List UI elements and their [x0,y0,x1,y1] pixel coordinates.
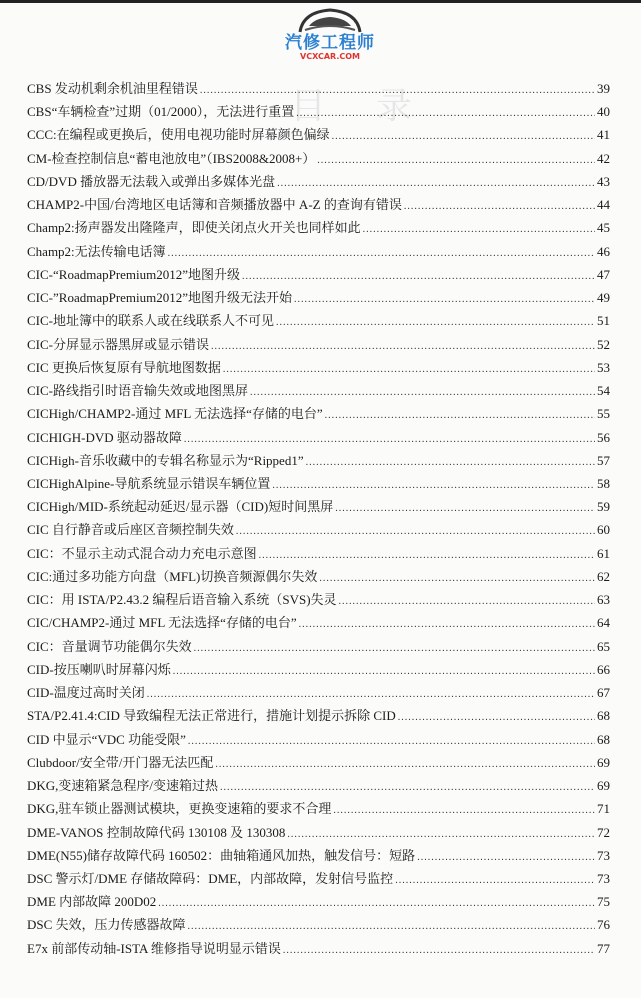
toc-entry [27,380,610,403]
toc-entry-page: 66 [597,661,610,677]
toc-entry-title: CICHighAlpine-导航系统显示错误车辆位置 [27,475,271,491]
dot-leader [250,387,595,398]
toc-entry [27,612,610,635]
dot-leader [272,480,595,491]
toc-entry-title: Clubdoor/安全带/开门器无法匹配 [27,754,214,770]
dot-leader [332,131,595,142]
dot-leader [335,503,595,514]
dot-leader [333,805,595,816]
toc-entry-title: CIC：不显示主动式混合动力充电示意图 [27,545,257,561]
toc-entry [27,938,610,961]
watermark-logo [275,6,385,64]
toc-entry [27,659,610,682]
toc-entry-title: CHAMP2-中国/台湾地区电话簿和音频播放器中 A-Z 的查询有错误 [27,197,402,213]
toc-entry [27,752,610,775]
toc-entry-page: 63 [597,592,610,608]
dot-leader [188,736,595,747]
toc-entry-title: CICHIGH-DVD 驱动器故障 [27,429,182,445]
toc-entry [27,798,610,821]
toc-entry-title: DKG,变速箱紧急程序/变速箱过热 [27,778,219,794]
bleed-through-heading: 目录 [290,86,463,126]
toc-entry-page: 49 [597,290,610,306]
toc-entry [27,148,610,171]
toc-entry-title: CIC 自行静音或后座区音频控制失效 [27,522,234,538]
dot-leader [299,619,595,630]
toc-entry-title: CIC 更换后恢复原有导航地图数据 [27,359,221,375]
toc-entry [27,357,610,380]
dot-leader [277,178,595,189]
toc-entry-page: 61 [597,545,610,561]
toc-entry-page: 60 [597,522,610,538]
toc-entry-title: CIC-地址簿中的联系人或在线联系人不可见 [27,313,275,329]
dot-leader [398,712,595,723]
watermark-site: VCXCAR.COM [300,52,360,61]
toc-entry-page: 69 [597,754,610,770]
toc-entry-title: CM-检查控制信息“蓄电池放电”（IBS2008&2008+） [27,150,316,166]
toc-entry-page: 41 [597,127,610,143]
toc-entry [27,473,610,496]
toc-entry-page: 67 [597,685,610,701]
dot-leader [283,945,595,956]
toc-entry-title: CIC：音量调节功能偶尔失效 [27,638,192,654]
dot-leader [339,596,595,607]
toc-entry-page: 39 [597,81,610,96]
dot-leader [184,434,595,445]
toc-entry-page: 57 [597,452,610,468]
toc-entry [27,682,610,705]
toc-entry [27,217,610,240]
toc-entry [27,310,610,333]
toc-entry-page: 43 [597,173,610,189]
dot-leader [211,341,595,352]
toc-entry-page: 46 [597,243,610,259]
toc-entry-page: 68 [597,731,610,747]
toc-entry-title: CICHigh/MID-系统起动延迟/显示器（CID)短时间黑屏 [27,499,334,515]
dot-leader [168,248,595,259]
dot-leader [200,85,595,96]
dot-leader [194,643,595,654]
toc-entry-page: 42 [597,150,610,166]
toc-entry-title: CIC-“RoadmapPremium2012”地图升级 [27,266,241,282]
toc-entry-page: 58 [597,475,610,491]
dot-leader [296,108,595,119]
toc-entry-page: 45 [597,220,610,236]
toc-entry [27,914,610,937]
toc-entry-page: 40 [597,104,610,120]
toc-entry-page: 77 [597,940,610,956]
toc-entry-page: 69 [597,778,610,794]
toc-entry-title: Champ2:扬声器发出隆隆声，即使关闭点火开关也同样如此 [27,220,361,236]
toc-entry-title: Champ2:无法传输电话簿 [27,243,166,259]
toc-entry-page: 68 [597,708,610,724]
toc-entry-page: 59 [597,499,610,515]
toc-entry [27,566,610,589]
toc-entry-title: DME-VANOS 控制故障代码 130108 及 130308 [27,824,286,840]
dot-leader [404,201,595,212]
toc-entry [27,496,610,519]
toc-entry-title: CID-温度过高时关闭 [27,685,145,701]
toc-entry-title: DSC 失效，压力传感器故障 [27,917,186,933]
toc-entry-title: CIC:通过多功能方向盘（MFL)切换音频源偶尔失效 [27,568,318,584]
toc-entry-title: CID 中显示“VDC 功能受限” [27,731,186,747]
toc-entry-page: 73 [597,870,610,886]
toc-entry [27,450,610,473]
dot-leader [395,875,595,886]
toc-entry [27,101,610,124]
toc-entry-page: 73 [597,847,610,863]
toc-entry-title: E7x 前部传动轴-ISTA 维修指导说明显示错误 [27,940,281,956]
dot-leader [287,829,595,840]
toc-entry-page: 52 [597,336,610,352]
dot-leader [319,573,595,584]
toc-entry-page: 62 [597,568,610,584]
dot-leader [223,364,595,375]
toc-entry-page: 65 [597,638,610,654]
toc-entry-page: 56 [597,429,610,445]
toc-entry [27,775,610,798]
toc-entry-title: CIC-”RoadmapPremium2012”地图升级无法开始 [27,290,293,306]
dot-leader [147,689,595,700]
toc-entry [27,589,610,612]
toc-entry [27,868,610,891]
toc-entry-title: DME(N55)储存故障代码 160502：曲轴箱通风加热，触发信号：短路 [27,847,416,863]
toc-entry-title: DKG,驻车锁止器测试模块，更换变速箱的要求不合理 [27,801,332,817]
toc-entry-page: 64 [597,615,610,631]
dot-leader [294,294,595,305]
toc-entry [27,124,610,147]
toc-entry [27,78,610,101]
toc-entry-page: 75 [597,894,610,910]
toc-entry-title: CICHigh-音乐收藏中的专辑名称显示为“Ripped1” [27,452,304,468]
dot-leader [242,271,595,282]
toc-entry-title: CIC-分屏显示器黑屏或显示错误 [27,336,210,352]
toc-entry [27,729,610,752]
toc-entry [27,891,610,914]
toc-entry [27,194,610,217]
toc-entry-page: 72 [597,824,610,840]
toc-entry-title: CIC：用 ISTA/P2.43.2 编程后语音输入系统（SVS)失灵 [27,592,337,608]
toc-entry [27,845,610,868]
watermark-name: 汽修工程师 [285,33,375,53]
toc-entry-page: 55 [597,406,610,422]
toc-entry-title: CBS 发动机剩余机油里程错误 [27,81,198,96]
toc-entry [27,822,610,845]
dot-leader [276,317,595,328]
toc-entry-title: CBS“车辆检查”过期（01/2000），无法进行重置 [27,104,295,120]
toc-entry-page: 44 [597,197,610,213]
dot-leader [306,457,595,468]
toc-entry-page: 76 [597,917,610,933]
dot-leader [173,666,595,677]
toc-entry [27,264,610,287]
page-top-edge [0,0,641,3]
toc-entry [27,636,610,659]
toc-entry [27,287,610,310]
toc-entry [27,241,610,264]
toc-entry-title: CD/DVD 播放器无法载入或弹出多媒体光盘 [27,173,276,189]
toc-entry-title: DME 内部故障 200D02 [27,894,157,910]
dot-leader [259,550,595,561]
dot-leader [158,898,595,909]
dot-leader [220,782,595,793]
toc-entry-page: 71 [597,801,610,817]
toc-entry-page: 47 [597,266,610,282]
toc-entry [27,171,610,194]
dot-leader [215,759,595,770]
dot-leader [363,224,595,235]
toc-entry [27,403,610,426]
dot-leader [325,410,595,421]
toc-entry [27,519,610,542]
table-of-contents [27,78,610,961]
toc-entry-title: CCC:在编程或更换后，使用电视功能时屏幕颜色偏绿 [27,127,330,143]
toc-entry-title: CIC-路线指引时语音输失效或地图黑屏 [27,383,249,399]
toc-entry [27,543,610,566]
toc-entry-title: CIC/CHAMP2-通过 MFL 无法选择“存储的电台” [27,615,297,631]
toc-entry [27,427,610,450]
toc-entry [27,705,610,728]
toc-entry-title: CID-按压喇叭时屏幕闪烁 [27,661,171,677]
dot-leader [236,526,595,537]
car-logo-icon [295,6,365,36]
toc-entry [27,334,610,357]
toc-entry-title: CICHigh/CHAMP2-通过 MFL 无法选择“存储的电台” [27,406,323,422]
toc-entry-title: STA/P2.41.4:CID 导致编程无法正常进行，措施计划提示拆除 CID [27,708,396,724]
toc-entry-page: 51 [597,313,610,329]
toc-entry-title: DSC 警示灯/DME 存储故障码：DME，内部故障，发射信号监控 [27,870,394,886]
toc-entry-page: 54 [597,383,610,399]
dot-leader [317,155,595,166]
dot-leader [188,921,595,932]
dot-leader [417,852,595,863]
toc-entry-page: 53 [597,359,610,375]
